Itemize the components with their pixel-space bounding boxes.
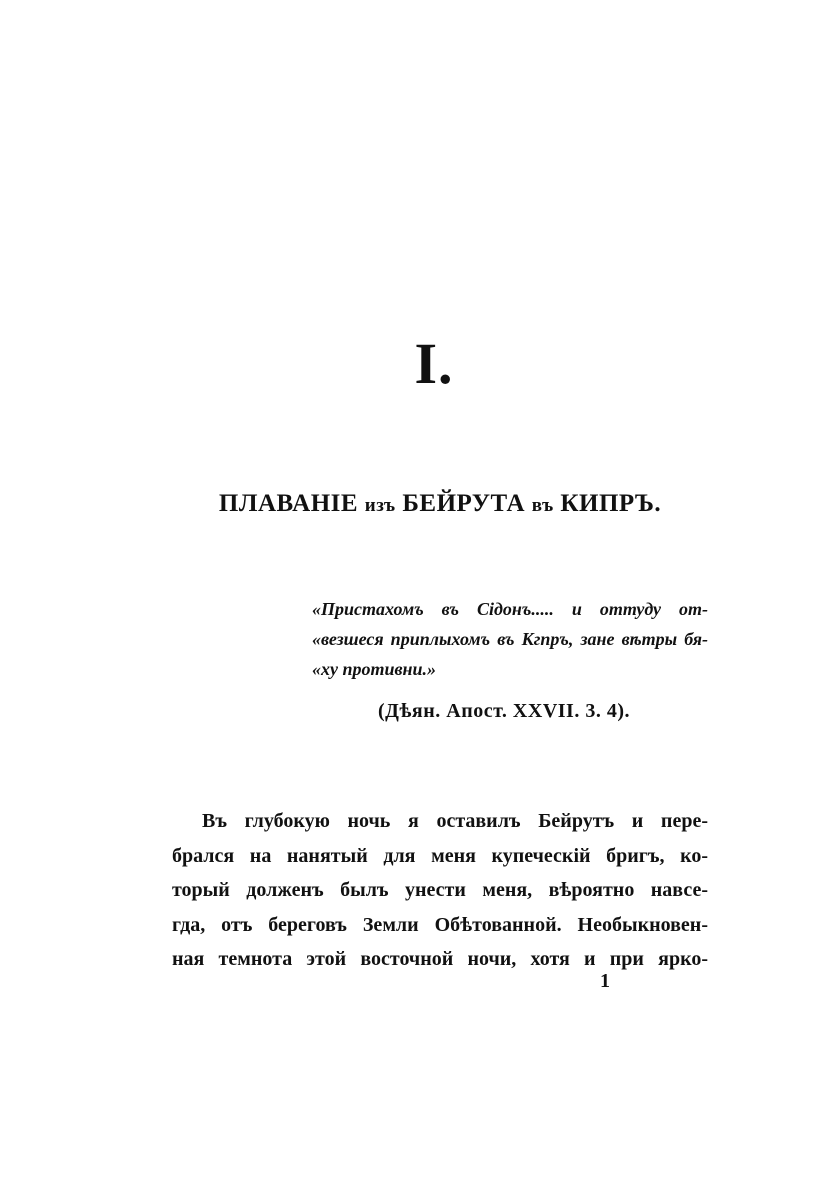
epigraph-line: «везшеся приплыхомъ въ Кгпръ, зане вѣтры бя-: [312, 629, 708, 649]
body-line: ная темнота этой восточной ночи, хотя и при ярко-: [172, 948, 708, 970]
body-line: торый долженъ былъ унести меня, вѣроятно навсе-: [172, 879, 708, 901]
body-line: гда, отъ береговъ Земли Обѣтованной. Необыкновен-: [172, 913, 708, 936]
body-line: Въ глубокую ночь я оставилъ Бейрутъ и пере-: [202, 810, 708, 832]
chapter-title-word: изъ: [364, 495, 396, 516]
chapter-title-word: ПЛАВАНІЕ: [218, 490, 359, 517]
epigraph-line: «ху противни.»: [312, 659, 437, 679]
chapter-number: I.: [414, 331, 454, 396]
body-line: брался на нанятый для меня купеческій бригъ, ко-: [172, 844, 708, 867]
page-number: 1: [600, 970, 610, 992]
epigraph-citation: (Дѣян. Апост. XXVII. 3. 4).: [378, 700, 630, 722]
chapter-title-word: БЕЙРУТА: [402, 490, 526, 517]
chapter-title: [172, 490, 708, 518]
body-paragraph: [172, 804, 708, 977]
chapter-title-word: КИПРЪ.: [560, 490, 662, 517]
epigraph-line: «Пристахомъ въ Сідонъ..... и оттуду от-: [312, 599, 708, 619]
chapter-title-word: въ: [531, 495, 554, 516]
epigraph: [312, 594, 708, 684]
